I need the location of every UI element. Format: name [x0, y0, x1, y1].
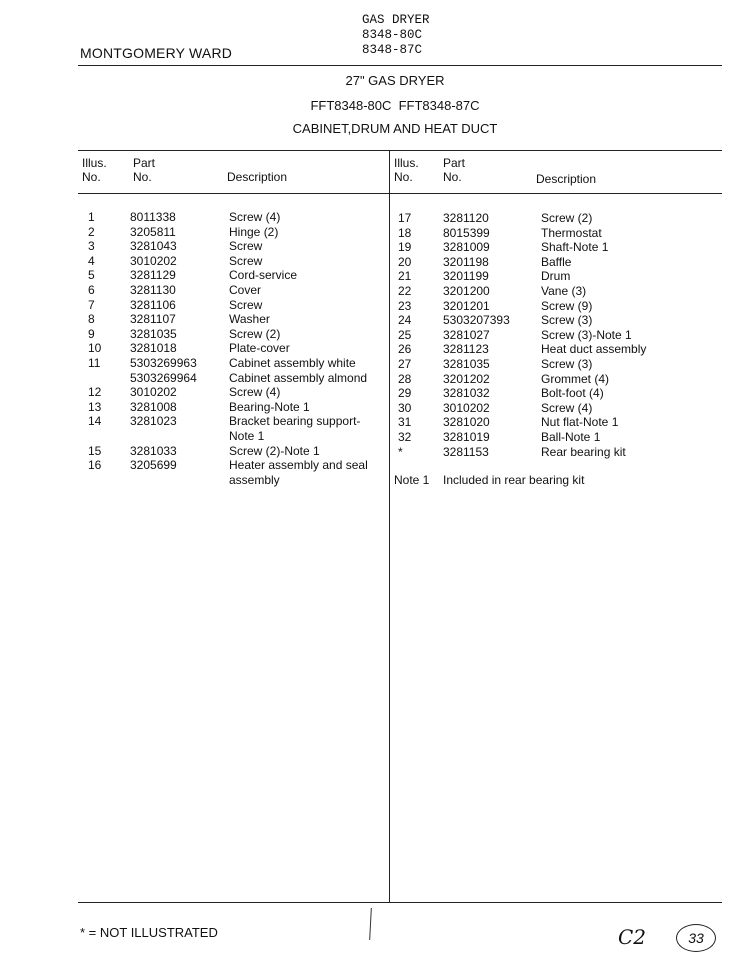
illus-number: 14 [88, 414, 102, 429]
illus-number: 4 [88, 253, 95, 268]
part-number: 3281019 [443, 430, 490, 444]
part-number: 3281033 [130, 443, 177, 458]
illus-number: 21 [398, 269, 412, 284]
part-description: Ball-Note 1 [541, 430, 601, 444]
code-line-1: GAS DRYER [362, 13, 430, 27]
part-description: Screw (3)-Note 1 [541, 327, 632, 342]
illus-number: 3 [88, 239, 95, 254]
illus-number: 27 [398, 357, 412, 371]
part-number: 3281027 [443, 327, 490, 342]
note-text: Included in rear bearing kit [443, 473, 585, 487]
part-number: 5303269963 [130, 356, 197, 370]
part-number: 3201199 [443, 269, 489, 284]
part-number: 3201200 [443, 284, 490, 298]
illus-number: 7 [88, 297, 95, 312]
illus-number: 12 [88, 385, 102, 400]
illus-number: 13 [88, 399, 102, 414]
part-number: 3281123 [443, 342, 489, 357]
illus-number: 19 [398, 240, 412, 255]
part-number: 3281107 [130, 312, 176, 327]
illus-number: 30 [398, 400, 412, 415]
illus-number: 22 [398, 284, 412, 298]
illus-number: 8 [88, 312, 95, 327]
page-title: 27" GAS DRYER [345, 73, 445, 88]
part-description: Hinge (2) [229, 224, 279, 239]
part-number: 3281020 [443, 415, 490, 430]
part-description: Screw [229, 239, 263, 254]
part-description: Bracket bearing support- [229, 414, 361, 429]
illus-number: 29 [398, 386, 412, 401]
illus-number: 1 [88, 210, 95, 224]
illus-number: 9 [88, 326, 95, 341]
part-number: 3281153 [443, 444, 489, 459]
illus-number: 5 [88, 268, 95, 283]
part-number: 8015399 [443, 225, 490, 240]
illus-number: 28 [398, 371, 412, 386]
footnote: * = NOT ILLUSTRATED [80, 925, 218, 940]
part-description: Baffle [541, 254, 572, 269]
part-number: 3201202 [443, 371, 490, 386]
part-description: Screw (3) [541, 357, 593, 371]
column-divider [389, 150, 390, 903]
illus-number: 23 [398, 298, 412, 313]
illus-number: 20 [398, 254, 412, 269]
part-description: Vane (3) [541, 284, 587, 298]
part-description: Rear bearing kit [541, 444, 626, 459]
part-number: 8011338 [130, 210, 176, 224]
part-number: 3281035 [130, 326, 177, 341]
part-description: Bearing-Note 1 [229, 399, 310, 414]
part-number: 3281120 [443, 211, 489, 225]
part-description: Screw (2) [229, 326, 281, 341]
part-description: Washer [229, 312, 270, 327]
part-description: Screw [229, 253, 263, 268]
part-description: Screw (4) [541, 400, 593, 415]
part-description: Cabinet assembly almond [229, 370, 368, 385]
illus-number: 10 [88, 341, 102, 356]
part-number: 3201201 [443, 298, 490, 313]
part-description: Screw (3) [541, 313, 593, 328]
illus-number: 18 [398, 225, 412, 240]
part-description: Screw (4) [229, 385, 281, 400]
illus-number: 11 [88, 356, 101, 370]
note-row [394, 473, 585, 488]
part-number: 3281043 [130, 239, 177, 254]
illus-number: 17 [398, 211, 412, 225]
table-header-rule [78, 193, 722, 194]
part-description: Screw (2) [541, 211, 593, 225]
scan-mark [369, 908, 372, 940]
part-number: 3010202 [443, 400, 490, 415]
part-number: 3281018 [130, 341, 177, 356]
part-description: Heater assembly and seal [229, 458, 368, 473]
part-number: 3205811 [130, 224, 176, 239]
part-number: 3201198 [443, 254, 489, 269]
illus-number: 24 [398, 313, 412, 328]
part-number: 3205699 [130, 458, 177, 473]
code-line-2: 8348-80C [362, 28, 423, 42]
part-number: 3281032 [443, 386, 490, 401]
part-description: Screw (4) [229, 210, 281, 224]
part-description: Nut flat-Note 1 [541, 415, 619, 430]
part-description: Cabinet assembly white [229, 356, 356, 370]
part-description: Grommet (4) [541, 371, 610, 386]
illus-number: 16 [88, 458, 102, 473]
left-desc-header: Description [227, 170, 288, 184]
code-line-3: 8348-87C [362, 43, 423, 57]
right-part-header: Part No. [443, 156, 466, 184]
part-number: 3281008 [130, 399, 177, 414]
part-number: 3281009 [443, 240, 490, 255]
part-description: Thermostat [541, 225, 602, 240]
handwritten-page-code: C2 [618, 925, 647, 949]
model-numbers: FFT8348-80C FFT8348-87C [310, 98, 480, 113]
part-description: Cord-service [229, 268, 298, 283]
illus-number: 15 [88, 443, 102, 458]
part-description: Drum [541, 269, 571, 284]
circled-page-number: 33 [676, 924, 716, 952]
part-description: Plate-cover [229, 341, 290, 356]
right-desc-header: Description [536, 172, 597, 186]
part-number: 3010202 [130, 385, 177, 400]
part-number: 3281129 [130, 268, 176, 283]
right-illus-header: Illus. No. [394, 156, 419, 184]
brand-name: MONTGOMERY WARD [80, 45, 233, 61]
illus-number: * [398, 444, 403, 459]
illus-number: 25 [398, 327, 412, 342]
part-number: 3010202 [130, 253, 177, 268]
table-bottom-rule [78, 902, 722, 903]
part-number: 3281106 [130, 297, 176, 312]
illus-number: 32 [398, 430, 412, 444]
illus-number: 6 [88, 283, 95, 297]
part-description: Screw (9) [541, 298, 593, 313]
part-description: Shaft-Note 1 [541, 240, 609, 255]
part-number: 3281035 [443, 357, 490, 371]
part-number: 3281023 [130, 414, 177, 429]
note-label: Note 1 [394, 473, 430, 487]
model-code-block [362, 13, 430, 58]
part-description: assembly [229, 472, 280, 487]
part-description: Cover [229, 283, 262, 297]
section-title: CABINET,DRUM AND HEAT DUCT [292, 121, 498, 136]
part-number: 3281130 [130, 283, 176, 297]
left-part-header: Part No. [133, 156, 156, 184]
part-number: 5303207393 [443, 313, 510, 328]
table-top-rule [78, 150, 722, 151]
illus-number: 31 [398, 415, 412, 430]
part-description: Note 1 [229, 429, 265, 443]
header-divider [78, 65, 722, 66]
part-description: Screw [229, 297, 263, 312]
illus-number: 2 [88, 224, 95, 239]
part-description: Heat duct assembly [541, 342, 647, 357]
part-description: Screw (2)-Note 1 [229, 443, 320, 458]
part-description: Bolt-foot (4) [541, 386, 604, 401]
part-number: 5303269964 [130, 370, 197, 385]
left-illus-header: Illus. No. [82, 156, 107, 184]
illus-number: 26 [398, 342, 412, 357]
